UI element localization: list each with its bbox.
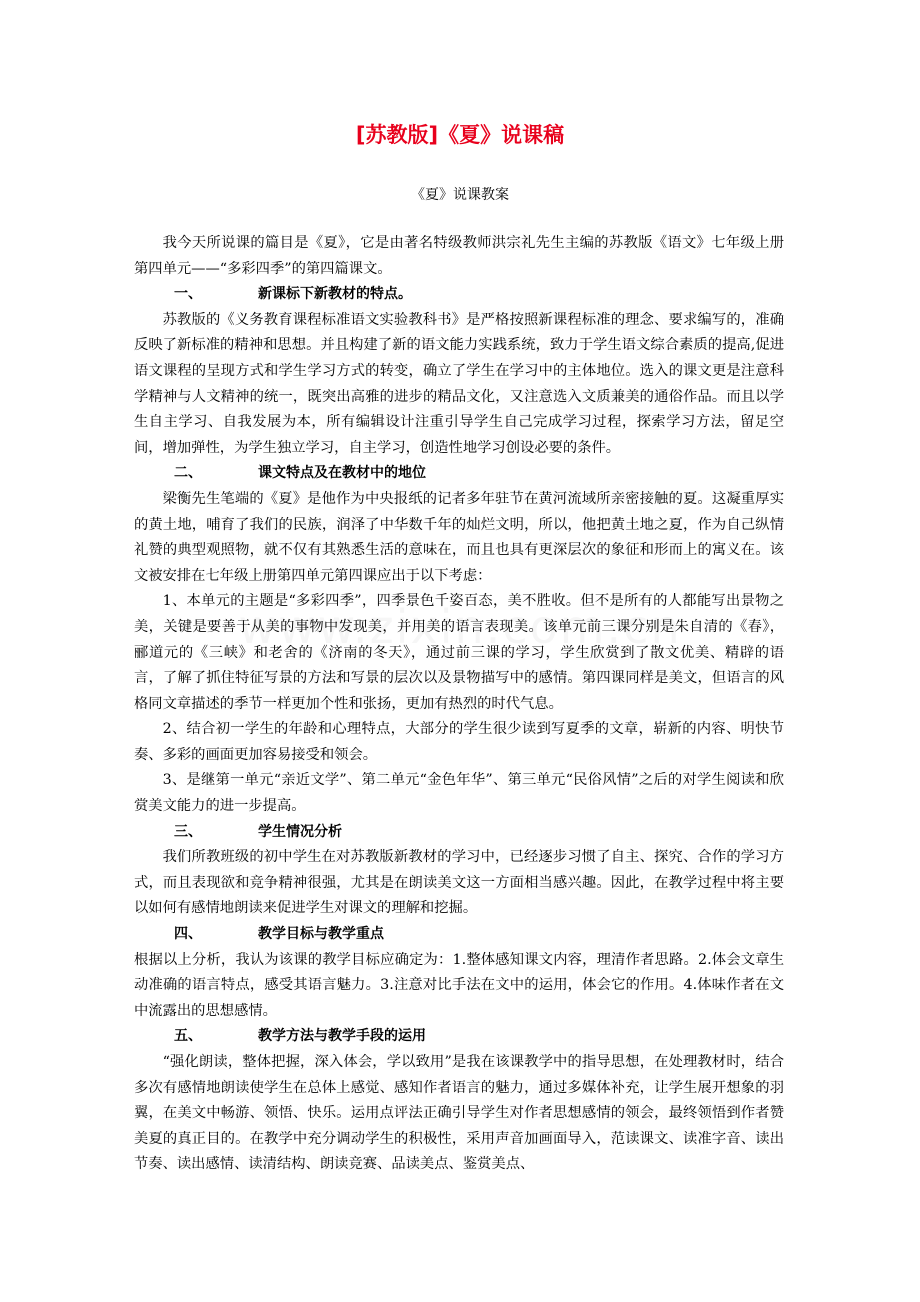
section-number: 二、 — [174, 465, 202, 482]
document-subtitle: 《夏》说课教案 — [411, 187, 509, 203]
section-number: 一、 — [174, 286, 202, 303]
section-heading-5 — [134, 1024, 784, 1050]
section-1-paragraph: 苏教版的《义务教育课程标准语文实验教科书》是严格按照新课程标准的理念、要求编写的，准确反映了新标准的精神和思想。并且构建了新的语文能力实践系统，致力于学生语文综合素质的提高,促进语文课程的呈现方式和学生学习方式的转变，确立了学生在学习中的主体地位。选入的课文更是注意科学精神与人文精神的统一，既突出高雅的进步的精品文化，又注意选入文质兼美的通俗作品。而且以学生自主学习、自我发展为本，所有编辑设计注重引导学生自己完成学习过程，探索学习方法，留足空间，增加弹性，为学生独立学习，自主学习，创造性地学习创设必要的条件。 — [134, 311, 784, 456]
section-heading-text: 学生情况分析 — [258, 823, 342, 840]
document-body — [134, 231, 784, 1178]
section-3-paragraph: 我们所教班级的初中学生在对苏教版新教材的学习中，已经逐步习惯了自主、探究、合作的学习方式，而且表现欲和竞争精神很强，尤其是在朗读美文这一方面相当感兴趣。因此，在教学过程中将主要以如何有感情地朗读来促进学生对课文的理解和挖掘。 — [134, 849, 784, 917]
section-number: 四、 — [174, 926, 202, 943]
section-5-paragraph: “强化朗读，整体把握，深入体会，学以致用”是我在该课教学中的指导思想，在处理教材时，结合多次有感情地朗读使学生在总体上感觉、感知作者语言的魅力，通过多媒体补充，让学生展开想象的羽翼，在美文中畅游、领悟、快乐。运用点评法正确引导学生对作者思想感情的领会，最终领悟到作者赞美夏的真正目的。在教学中充分调动学生的积极性，采用声音加画面导入，范读课文、读准字音、读出节奏、读出感情、读清结构、朗读竞赛、品读美点、鉴赏美点、 — [134, 1054, 784, 1173]
section-heading-2 — [134, 461, 784, 487]
section-4-paragraph: 根据以上分析，我认为该课的教学目标应确定为：1.整体感知课文内容，理清作者思路。2.体会文章生动准确的语言特点，感受其语言魅力。3.注意对比手法在文中的运用，体会它的作用。4.体味作者在文中流露出的思想感情。 — [134, 951, 784, 1019]
section-heading-text: 新课标下新教材的特点。 — [258, 286, 412, 303]
section-heading-1 — [134, 282, 784, 308]
section-number: 五、 — [174, 1028, 202, 1045]
section-heading-text: 课文特点及在教材中的地位 — [258, 465, 426, 482]
section-2-point-1: 1、本单元的主题是“多彩四季”，四季景色千姿百态，美不胜收。但不是所有的人都能写出景物之美，关键是要善于从美的事物中发现美，并用美的语言表现美。该单元前三课分别是朱自清的《春》，郦道元的《三峡》和老舍的《济南的冬天》，通过前三课的学习，学生欣赏到了散文优美、精辟的语言，了解了抓住特征写景的方法和写景的层次以及景物描写中的感情。第四课同样是美文，但语言的风格同文章描述的季节一样更加个性和张扬，更加有热烈的时代气息。 — [134, 593, 784, 712]
section-2-paragraph: 梁衡先生笔端的《夏》是他作为中央报纸的记者多年驻节在黄河流域所亲密接触的夏。这凝重厚实的黄土地，哺育了我们的民族，润泽了中华数千年的灿烂文明，所以，他把黄土地之夏，作为自己纵情礼赞的典型观照物，就不仅有其熟悉生活的意味在，而且也具有更深层次的象征和形而上的寓义在。该文被安排在七年级上册第四单元第四课应出于以下考虑： — [134, 490, 784, 584]
section-heading-text: 教学目标与教学重点 — [258, 926, 384, 943]
section-heading-4 — [134, 922, 784, 948]
section-number: 三、 — [174, 823, 202, 840]
section-2-point-2: 2、结合初一学生的年龄和心理特点，大部分的学生很少读到写夏季的文章，崭新的内容、明快节奏、多彩的画面更加容易接受和领会。 — [134, 721, 784, 763]
document-title: [苏教版]《夏》说课稿 — [355, 123, 565, 147]
section-heading-3 — [134, 820, 784, 846]
section-2-point-3: 3、是继第一单元“亲近文学”、第二单元“金色年华”、第三单元“民俗风情”之后的对学生阅读和欣赏美文能力的进一步提高。 — [134, 772, 784, 815]
section-heading-text: 教学方法与教学手段的运用 — [258, 1028, 426, 1045]
intro-paragraph: 我今天所说课的篇目是《夏》，它是由著名特级教师洪宗礼先生主编的苏教版《语文》七年级上册第四单元——“多彩四季”的第四篇课文。 — [134, 235, 784, 277]
